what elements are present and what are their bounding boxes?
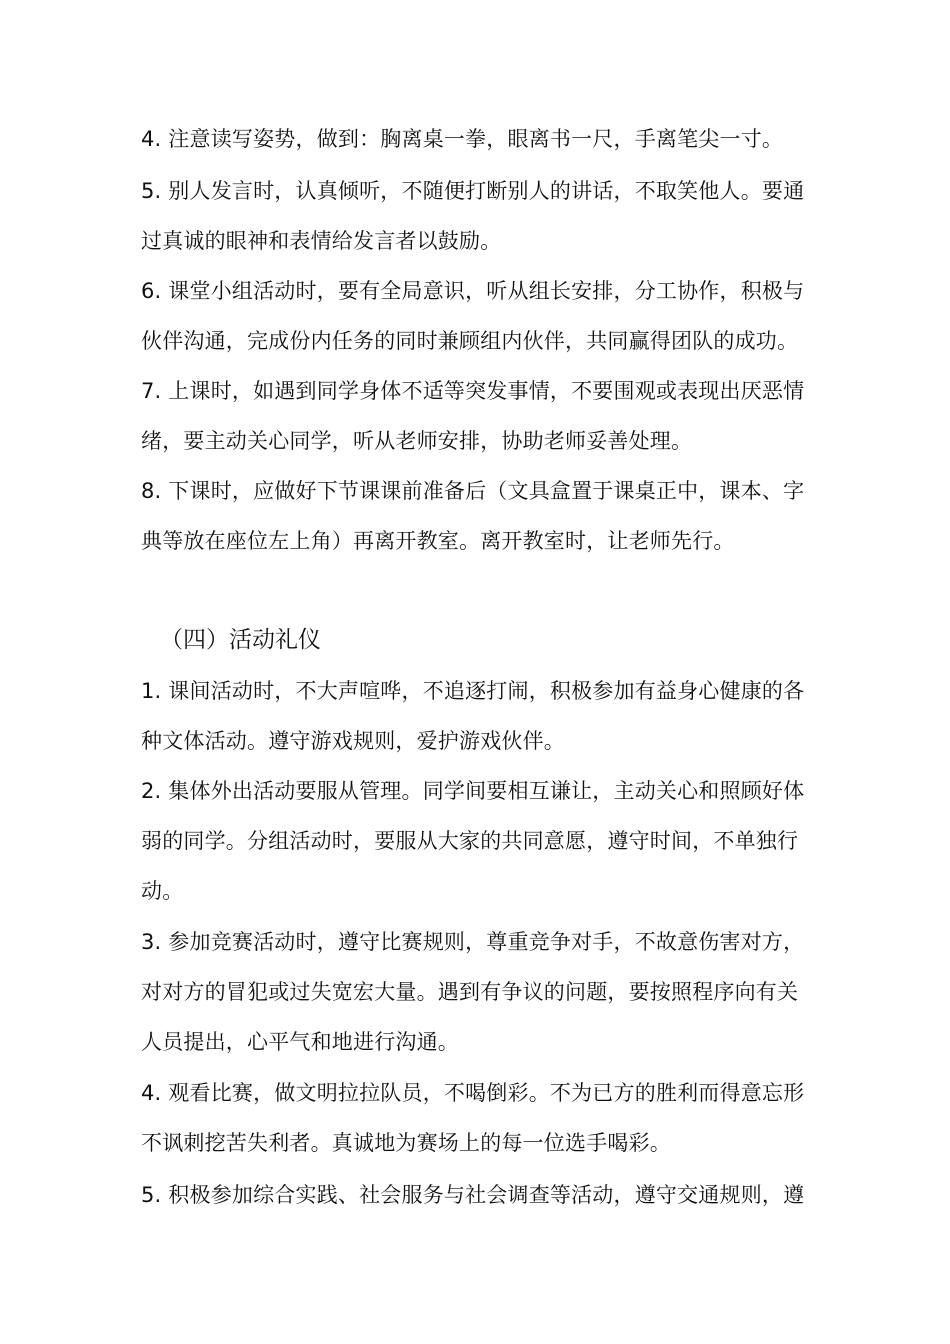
paragraph-line: 6. 课堂小组活动时，要有全局意识，听从组长安排，分工协作，积极与: [141, 279, 805, 303]
paragraph-line: 弱的同学。分组活动时，要服从大家的共同意愿，遵守时间，不单独行: [141, 829, 799, 853]
paragraph-line: 4. 注意读写姿势，做到：胸离桌一拳，眼离书一尺，手离笔尖一寸。: [141, 127, 784, 151]
paragraph-line: 种文体活动。遵守游戏规则，爱护游戏伙伴。: [141, 729, 565, 753]
paragraph-line: 伙伴沟通，完成份内任务的同时兼顾组内伙伴，共同赢得团队的成功。: [141, 329, 799, 353]
paragraph-line: 4. 观看比赛，做文明拉拉队员，不喝倒彩。不为已方的胜利而得意忘形: [141, 1081, 805, 1105]
paragraph-line: 8. 下课时，应做好下节课课前准备后（文具盒置于课桌正中，课本、字: [141, 479, 805, 503]
section-heading: （四）活动礼仪: [160, 627, 321, 653]
paragraph-line: 典等放在座位左上角）再离开教室。离开教室时，让老师先行。: [141, 529, 735, 553]
paragraph-line: 5. 别人发言时，认真倾听，不随便打断别人的讲话，不取笑他人。要通: [141, 179, 805, 203]
paragraph-line: 7. 上课时，如遇到同学身体不适等突发事情，不要围观或表现出厌恶情: [141, 379, 805, 403]
paragraph-line: 过真诚的眼神和表情给发言者以鼓励。: [141, 229, 502, 253]
paragraph-line: 1. 课间活动时，不大声喧哗，不追逐打闹，积极参加有益身心健康的各: [141, 679, 805, 703]
paragraph-line: 人员提出，心平气和地进行沟通。: [141, 1030, 459, 1054]
paragraph-line: 2. 集体外出活动要服从管理。同学间要相互谦让，主动关心和照顾好体: [141, 779, 805, 803]
paragraph-line: 绪，要主动关心同学，听从老师安排，协助老师妥善处理。: [141, 429, 693, 453]
paragraph-line: 动。: [141, 879, 184, 903]
paragraph-line: 不讽刺挖苦失利者。真诚地为赛场上的每一位选手喝彩。: [141, 1131, 671, 1155]
paragraph-line: 5. 积极参加综合实践、社会服务与社会调查等活动，遵守交通规则，遵: [141, 1183, 805, 1207]
paragraph-line: 3. 参加竞赛活动时，遵守比赛规则，尊重竞争对手，不故意伤害对方，: [141, 930, 805, 954]
paragraph-line: 对对方的冒犯或过失宽宏大量。遇到有争议的问题，要按照程序向有关: [141, 980, 799, 1004]
